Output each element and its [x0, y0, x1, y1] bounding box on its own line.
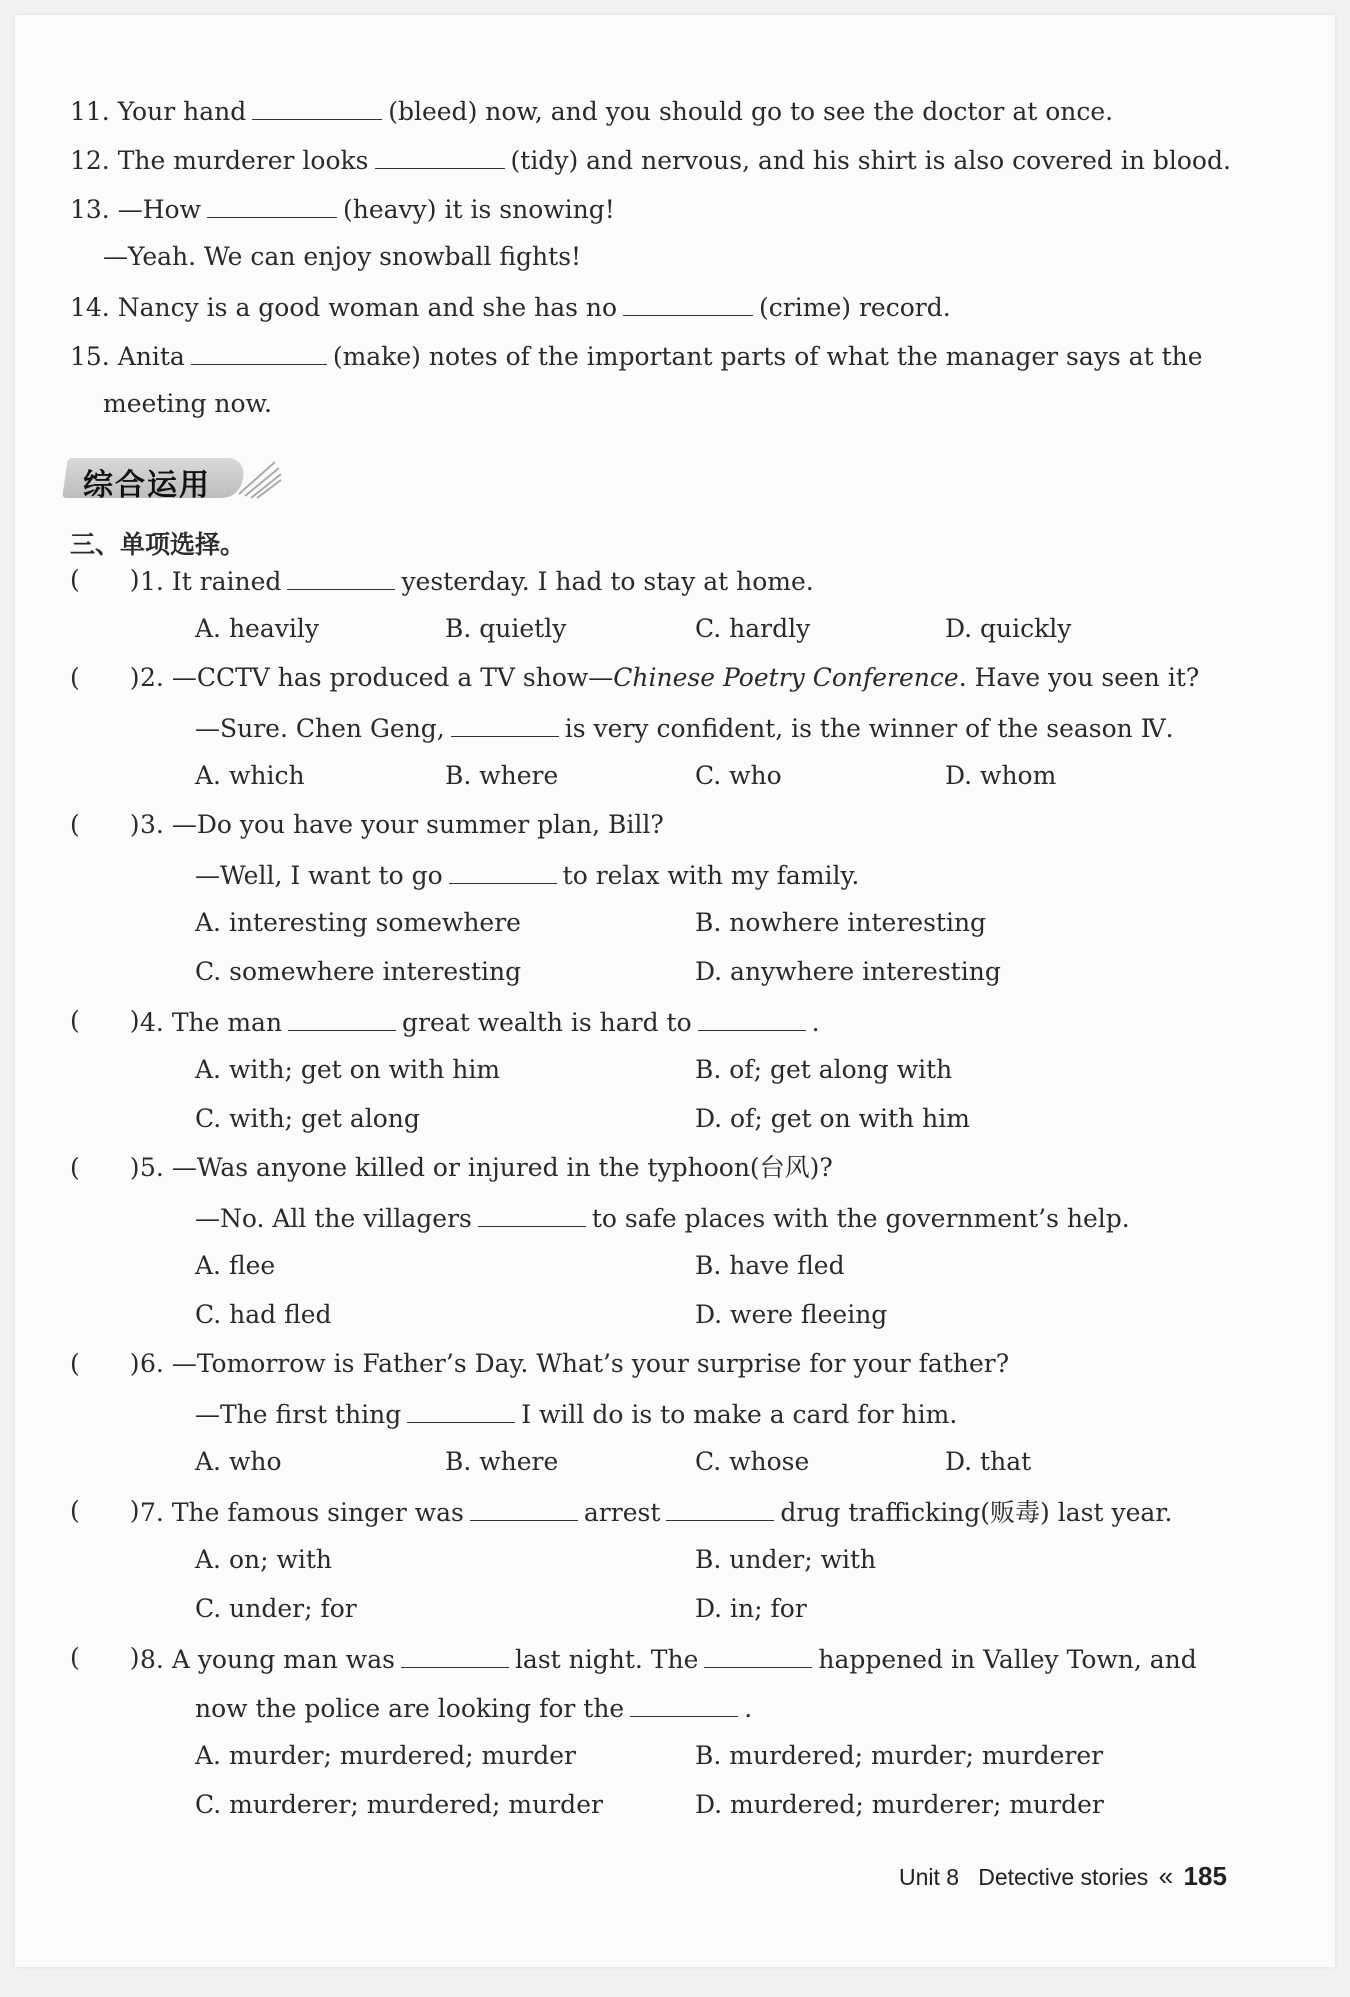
answer-blank — [407, 1396, 515, 1423]
q1-option-a[interactable]: A. heavily — [195, 614, 319, 643]
q3-option-d[interactable]: D. anywhere interesting — [695, 957, 1001, 986]
page-number: 185 — [1183, 1861, 1227, 1891]
fill-item-12: 12. The murderer looks (tidy) and nervous, and his shirt is also covered in blood. — [70, 142, 1231, 178]
q7-option-c[interactable]: C. under; for — [195, 1594, 357, 1623]
q7-option-d[interactable]: D. in; for — [695, 1594, 807, 1623]
q4-option-a[interactable]: A. with; get on with him — [195, 1055, 501, 1084]
answer-paren-6[interactable]: ( ) — [70, 1349, 140, 1378]
fill-item-14: 14. Nancy is a good woman and she has no (crime) record. — [70, 289, 951, 325]
fill-item-15: 15. Anita (make) notes of the important parts of what the manager says at the — [70, 338, 1203, 374]
answer-paren-1[interactable]: ( ) — [70, 565, 140, 594]
answer-blank[interactable] — [623, 289, 753, 316]
answer-blank — [401, 1641, 509, 1668]
q7-option-b[interactable]: B. under; with — [695, 1545, 877, 1574]
question-5-stem: 5. —Was anyone killed or injured in the typhoon(台风)? — [140, 1153, 833, 1182]
q4-option-c[interactable]: C. with; get along — [195, 1104, 420, 1133]
q3-option-b[interactable]: B. nowhere interesting — [695, 908, 987, 937]
q3-option-a[interactable]: A. interesting somewhere — [195, 908, 521, 937]
question-2-stem: 2. —CCTV has produced a TV show—Chinese Poetry Conference. Have you seen it? — [140, 663, 1200, 692]
double-chevron-left-icon: « — [1158, 1861, 1174, 1891]
answer-blank[interactable] — [207, 191, 337, 218]
answer-blank — [698, 1004, 806, 1031]
q7-option-a[interactable]: A. on; with — [195, 1545, 333, 1574]
question-5-line2: —No. All the villagers to safe places with the government’s help. — [195, 1200, 1130, 1236]
q4-option-b[interactable]: B. of; get along with — [695, 1055, 953, 1084]
answer-blank — [287, 563, 395, 590]
answer-blank — [470, 1494, 578, 1521]
q5-option-d[interactable]: D. were fleeing — [695, 1300, 888, 1329]
question-4-stem: 4. The man great wealth is hard to . — [140, 1004, 820, 1040]
question-8-line2: now the police are looking for the . — [195, 1690, 752, 1726]
answer-blank — [704, 1641, 812, 1668]
q8-option-a[interactable]: A. murder; murdered; murder — [195, 1741, 577, 1770]
q5-option-c[interactable]: C. had fled — [195, 1300, 332, 1329]
question-7-stem: 7. The famous singer was arrest drug trafficking(贩毒) last year. — [140, 1494, 1172, 1530]
q5-option-a[interactable]: A. flee — [195, 1251, 276, 1280]
answer-blank — [630, 1690, 738, 1717]
q5-option-b[interactable]: B. have fled — [695, 1251, 845, 1280]
answer-paren-2[interactable]: ( ) — [70, 663, 140, 692]
answer-paren-5[interactable]: ( ) — [70, 1153, 140, 1182]
answer-blank[interactable] — [252, 93, 382, 120]
q6-option-b[interactable]: B. where — [445, 1447, 559, 1476]
question-3-line2: —Well, I want to go to relax with my family. — [195, 857, 859, 893]
answer-blank[interactable] — [191, 338, 327, 365]
q6-option-a[interactable]: A. who — [195, 1447, 282, 1476]
question-2-line2: —Sure. Chen Geng, is very confident, is the winner of the season Ⅳ. — [195, 710, 1174, 746]
question-3-stem: 3. —Do you have your summer plan, Bill? — [140, 810, 664, 839]
question-6-line2: —The first thing I will do is to make a card for him. — [195, 1396, 957, 1432]
question-8-stem: 8. A young man was last night. The happened in Valley Town, and — [140, 1641, 1197, 1677]
answer-paren-3[interactable]: ( ) — [70, 810, 140, 839]
question-1-stem: 1. It rained yesterday. I had to stay at home. — [140, 563, 814, 599]
section-badge — [65, 452, 285, 506]
answer-blank[interactable] — [375, 142, 505, 169]
q3-option-c[interactable]: C. somewhere interesting — [195, 957, 522, 986]
answer-paren-4[interactable]: ( ) — [70, 1006, 140, 1035]
fill-item-11: 11. Your hand (bleed) now, and you should go to see the doctor at once. — [70, 93, 1113, 129]
answer-blank — [449, 857, 557, 884]
q8-option-d[interactable]: D. murdered; murderer; murder — [695, 1790, 1104, 1819]
q4-option-d[interactable]: D. of; get on with him — [695, 1104, 970, 1133]
answer-blank — [666, 1494, 774, 1521]
q1-option-c[interactable]: C. hardly — [695, 614, 811, 643]
q2-option-c[interactable]: C. who — [695, 761, 782, 790]
page-footer — [899, 1861, 1227, 1892]
fill-item-15-cont: meeting now. — [103, 389, 272, 418]
q6-option-d[interactable]: D. that — [945, 1447, 1032, 1476]
speed-lines-icon — [235, 456, 285, 502]
answer-paren-8[interactable]: ( ) — [70, 1643, 140, 1672]
answer-blank — [451, 710, 559, 737]
q2-option-d[interactable]: D. whom — [945, 761, 1057, 790]
answer-blank — [478, 1200, 586, 1227]
answer-paren-7[interactable]: ( ) — [70, 1496, 140, 1525]
answer-blank — [288, 1004, 396, 1031]
workbook-page — [15, 15, 1335, 1967]
q1-option-d[interactable]: D. quickly — [945, 614, 1072, 643]
question-6-stem: 6. —Tomorrow is Father’s Day. What’s your surprise for your father? — [140, 1349, 1010, 1378]
footer-unit: Unit 8 — [899, 1864, 960, 1890]
q8-option-c[interactable]: C. murderer; murdered; murder — [195, 1790, 603, 1819]
q6-option-c[interactable]: C. whose — [695, 1447, 810, 1476]
fill-item-13-reply: —Yeah. We can enjoy snowball fights! — [103, 242, 582, 271]
q2-option-a[interactable]: A. which — [195, 761, 305, 790]
q8-option-b[interactable]: B. murdered; murder; murderer — [695, 1741, 1104, 1770]
section-heading: 三、单项选择。 — [70, 530, 246, 559]
q1-option-b[interactable]: B. quietly — [445, 614, 567, 643]
q2-option-b[interactable]: B. where — [445, 761, 559, 790]
section-badge-label: 综合运用 — [83, 468, 211, 503]
fill-item-13: 13. —How (heavy) it is snowing! — [70, 191, 615, 227]
footer-title: Detective stories — [978, 1864, 1149, 1890]
